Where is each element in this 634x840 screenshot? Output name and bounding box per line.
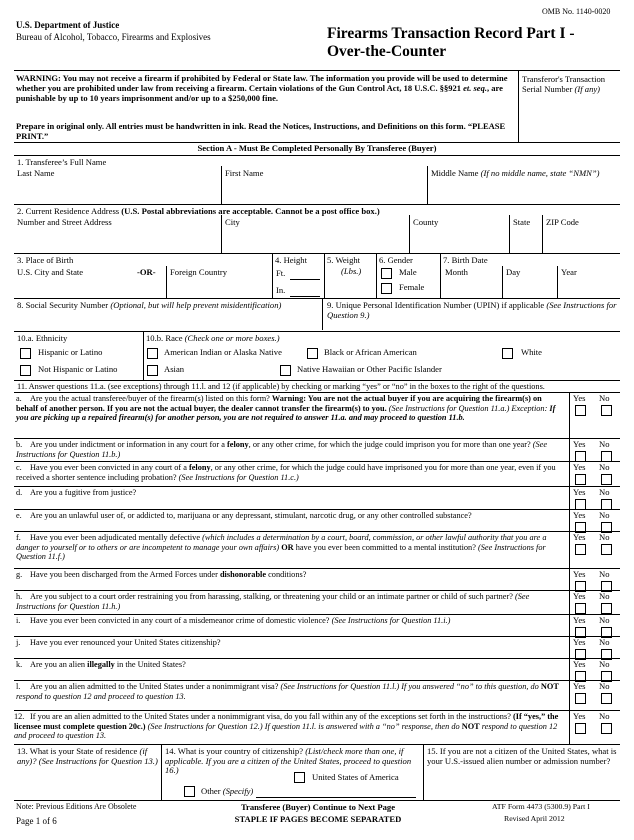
gender-male-checkbox[interactable] (381, 268, 392, 279)
no-label: No (599, 637, 610, 647)
no-checkbox[interactable] (601, 693, 612, 704)
race-black-label: Black or African American (324, 347, 417, 357)
no-label: No (599, 462, 610, 472)
race-american-indian-label: American Indian or Alaska Native (164, 347, 282, 357)
not-hispanic-checkbox[interactable] (20, 365, 31, 376)
section-a-header: Section A - Must Be Completed Personally By Transferee (Buyer) (197, 143, 437, 153)
question-text: j. Have you ever renounced your United States citizenship? (16, 638, 221, 647)
q11-intro: 11. Answer questions 11.a. (see exceptions) through 11.l. and 12 (if applicable) by checking or marking “yes” or “no” in the boxes to the right of the questions. (17, 382, 545, 391)
question-text: b. Are you under indictment or information in any court for a felony, or any other crime, for which the judge could imprison you for more than one year? (See Instructions for Question 11.b.) (16, 440, 548, 459)
department-name: U.S. Department of Justice (16, 20, 120, 30)
street-address-field[interactable]: Number and Street Address (17, 217, 112, 227)
yes-checkbox[interactable] (575, 603, 586, 614)
no-checkbox[interactable] (601, 474, 612, 485)
county-field[interactable]: County (413, 217, 439, 227)
hispanic-checkbox[interactable] (20, 348, 31, 359)
warning-text: WARNING: You may not receive a firearm if prohibited by Federal or State law. The information you provide will be used to determine whether you are prohibited under law from receiving a firearm. Certain violations of the Gun Control Act, 18 U.S.C. §§921 et. seq., are punishable by up to 10 years imprisonment and/or up to a $250,000 fine. (16, 73, 508, 104)
no-label: No (599, 569, 610, 579)
zip-code-field[interactable]: ZIP Code (546, 217, 579, 227)
no-label: No (599, 439, 610, 449)
no-label: No (599, 659, 610, 669)
no-label: No (599, 615, 610, 625)
yes-label: Yes (573, 439, 586, 449)
q6-label: 6. Gender (379, 255, 413, 265)
height-ft-field[interactable]: Ft. (276, 268, 286, 278)
prepare-instructions: Prepare in original only. All entries must be handwritten in ink. Read the Notices, Instructions, and Definitions on this form. “PLEASE PRINT.” (16, 121, 506, 142)
city-field[interactable]: City (225, 217, 240, 227)
q5-label: 5. Weight (327, 255, 361, 265)
height-in-field[interactable]: In. (276, 285, 286, 295)
page-number: Page 1 of 6 (16, 816, 57, 826)
race-white-label: White (521, 347, 542, 357)
q1-label: 1. Transferee’s Full Name (17, 157, 107, 167)
question-text: i. Have you ever been convicted in any court of a misdemeanor crime of domestic violence? (See Instructions for Question 11.i.) (16, 616, 451, 625)
race-pacific-islander-label: Native Hawaiian or Other Pacific Islander (297, 364, 442, 374)
question-text: l. Are you an alien admitted to the United States under a nonimmigrant visa? (See Instructions for Question 11.l.) If you answered “no” to this question, do NOT respond to question 12 and proceed to question 13. (16, 682, 559, 701)
no-checkbox[interactable] (601, 603, 612, 614)
q4-label: 4. Height (275, 255, 307, 265)
yes-label: Yes (573, 615, 586, 625)
us-city-state-field[interactable]: U.S. City and State (17, 267, 84, 277)
yes-checkbox[interactable] (575, 405, 586, 416)
footer-note: Note: Previous Editions Are Obsolete (16, 802, 137, 811)
citizenship-usa-label: United States of America (312, 772, 399, 782)
yes-label: Yes (573, 591, 586, 601)
no-checkbox[interactable] (601, 723, 612, 734)
yes-label: Yes (573, 393, 586, 403)
question-text: h. Are you subject to a court order restraining you from harassing, stalking, or threatening your child or an intimate partner or child of such partner? (See Instructions for Question 11.h.) (16, 592, 530, 611)
gender-female-checkbox[interactable] (381, 283, 392, 294)
continue-notice: Transferee (Buyer) Continue to Next Page (240, 802, 396, 812)
race-american-indian-checkbox[interactable] (147, 348, 158, 359)
gender-female-label: Female (399, 282, 425, 292)
race-asian-label: Asian (164, 364, 185, 374)
upin-field[interactable]: 9. Unique Personal Identification Number (UPIN) if applicable (See Instructions for Question 9.) (327, 300, 617, 320)
no-label: No (599, 681, 610, 691)
race-black-checkbox[interactable] (307, 348, 318, 359)
birth-month-field[interactable]: Month (445, 267, 468, 277)
middle-name-field[interactable]: Middle Name (If no middle name, state “NMN”) (431, 168, 600, 178)
form-number: ATF Form 4473 (5300.9) Part I (492, 802, 590, 811)
gender-male-label: Male (399, 267, 417, 277)
q3-label: 3. Place of Birth (17, 255, 74, 265)
yes-label: Yes (573, 659, 586, 669)
question-text: d. Are you a fugitive from justice? (16, 488, 137, 497)
yes-label: Yes (573, 711, 586, 721)
yes-label: Yes (573, 510, 586, 520)
staple-notice: STAPLE IF PAGES BECOME SEPARATED (234, 814, 402, 824)
birth-day-field[interactable]: Day (506, 267, 521, 277)
not-hispanic-label: Not Hispanic or Latino (38, 364, 118, 374)
question-text: e. Are you an unlawful user of, or addicted to, marijuana or any depressant, stimulant, narcotic drug, or any other controlled substance? (16, 511, 472, 520)
yes-checkbox[interactable] (575, 723, 586, 734)
no-checkbox[interactable] (601, 544, 612, 555)
yes-checkbox[interactable] (575, 474, 586, 485)
alien-number-field[interactable]: 15. If you are not a citizen of the United States, what is your U.S.-issued alien number or admission number? (427, 746, 617, 766)
state-field[interactable]: State (513, 217, 531, 227)
no-label: No (599, 510, 610, 520)
citizenship-usa-checkbox[interactable] (294, 772, 305, 783)
yes-label: Yes (573, 569, 586, 579)
last-name-field[interactable]: Last Name (17, 168, 55, 178)
revised-date: Revised April 2012 (504, 814, 565, 823)
question-text: 12. If you are an alien admitted to the United States under a nonimmigrant visa, do you fall within any of the exceptions set forth in the instructions? (If “yes,” the licensee must complete question 20c.) (See Instructions for Question 12.) If question 11.l. is answered with a “no” response, then do NOT respond to question 12 and proceed to question 13. (14, 712, 559, 741)
omb-number: OMB No. 1140-0020 (542, 7, 611, 16)
q7-label: 7. Birth Date (443, 255, 488, 265)
question-text: c. Have you ever been convicted in any court of a felony, or any other crime, for which the judge could have imprisoned you for more than one year, even if you received a shorter sentence including probation? (See Instructions for Question 11.c.) (16, 463, 556, 482)
no-label: No (599, 532, 610, 542)
yes-label: Yes (573, 532, 586, 542)
or-label: -OR- (137, 267, 156, 277)
no-checkbox[interactable] (601, 405, 612, 416)
q2-label: 2. Current Residence Address (U.S. Postal abbreviations are acceptable. Cannot be a post office box.) (17, 206, 380, 216)
race-white-checkbox[interactable] (502, 348, 513, 359)
weight-field[interactable]: (Lbs.) (341, 266, 362, 276)
question-text: g. Have you been discharged from the Armed Forces under dishonorable conditions? (16, 570, 307, 579)
question-text: k. Are you an alien illegally in the United States? (16, 660, 186, 669)
race-pacific-islander-checkbox[interactable] (280, 365, 291, 376)
citizenship-other-checkbox[interactable] (184, 786, 195, 797)
yes-label: Yes (573, 681, 586, 691)
foreign-country-field[interactable]: Foreign Country (170, 267, 228, 277)
yes-label: Yes (573, 487, 586, 497)
state-of-residence-field[interactable]: 13. What is your State of residence (if any)? (See Instructions for Question 13.) (17, 746, 158, 766)
citizenship-other-field[interactable]: Other (Specify) (201, 786, 254, 796)
bureau-name: Bureau of Alcohol, Tobacco, Firearms and Explosives (16, 32, 211, 42)
first-name-field[interactable]: First Name (225, 168, 264, 178)
yes-checkbox[interactable] (575, 544, 586, 555)
yes-checkbox[interactable] (575, 693, 586, 704)
ssn-field[interactable]: 8. Social Security Number (Optional, but will help prevent misidentification) (17, 300, 282, 310)
question-text: f. Have you ever been adjudicated mentally defective (which includes a determination by a court, board, commission, or other lawful authority that you are a danger to yourself or to others or are incompetent to manage your own affairs) OR have you ever been committed to a mental institution? (See Instructions for Question 11.f.) (16, 533, 547, 562)
yes-label: Yes (573, 637, 586, 647)
birth-year-field[interactable]: Year (561, 267, 577, 277)
q14-label: 14. What is your country of citizenship? (List/check more than one, if applicable. If you are a citizen of the United States, proceed to question 16.) (165, 746, 412, 776)
q10b-label: 10.b. Race (Check one or more boxes.) (146, 333, 280, 343)
race-asian-checkbox[interactable] (147, 365, 158, 376)
no-label: No (599, 393, 610, 403)
serial-number-field[interactable]: Transferor's Transaction Serial Number (If any) (522, 74, 606, 94)
no-label: No (599, 711, 610, 721)
no-label: No (599, 487, 610, 497)
yes-label: Yes (573, 462, 586, 472)
form-title: Firearms Transaction Record Part I - Over-the-Counter (327, 25, 575, 60)
no-label: No (599, 591, 610, 601)
question-text: a. Are you the actual transferee/buyer of the firearm(s) listed on this form? Warning: You are not the actual buyer if you are acquiring the firearm(s) on behalf of another person. If you are not the actual buyer, the dealer cannot transfer the firearm(s) to you. (See Instructions for Question 11.a.) Exception: If you are picking up a repaired firearm(s) for another person, you are not required to answer 11.a. and may proceed to question 11.b. (16, 394, 556, 423)
hispanic-label: Hispanic or Latino (38, 347, 103, 357)
q10a-label: 10.a. Ethnicity (17, 333, 68, 343)
